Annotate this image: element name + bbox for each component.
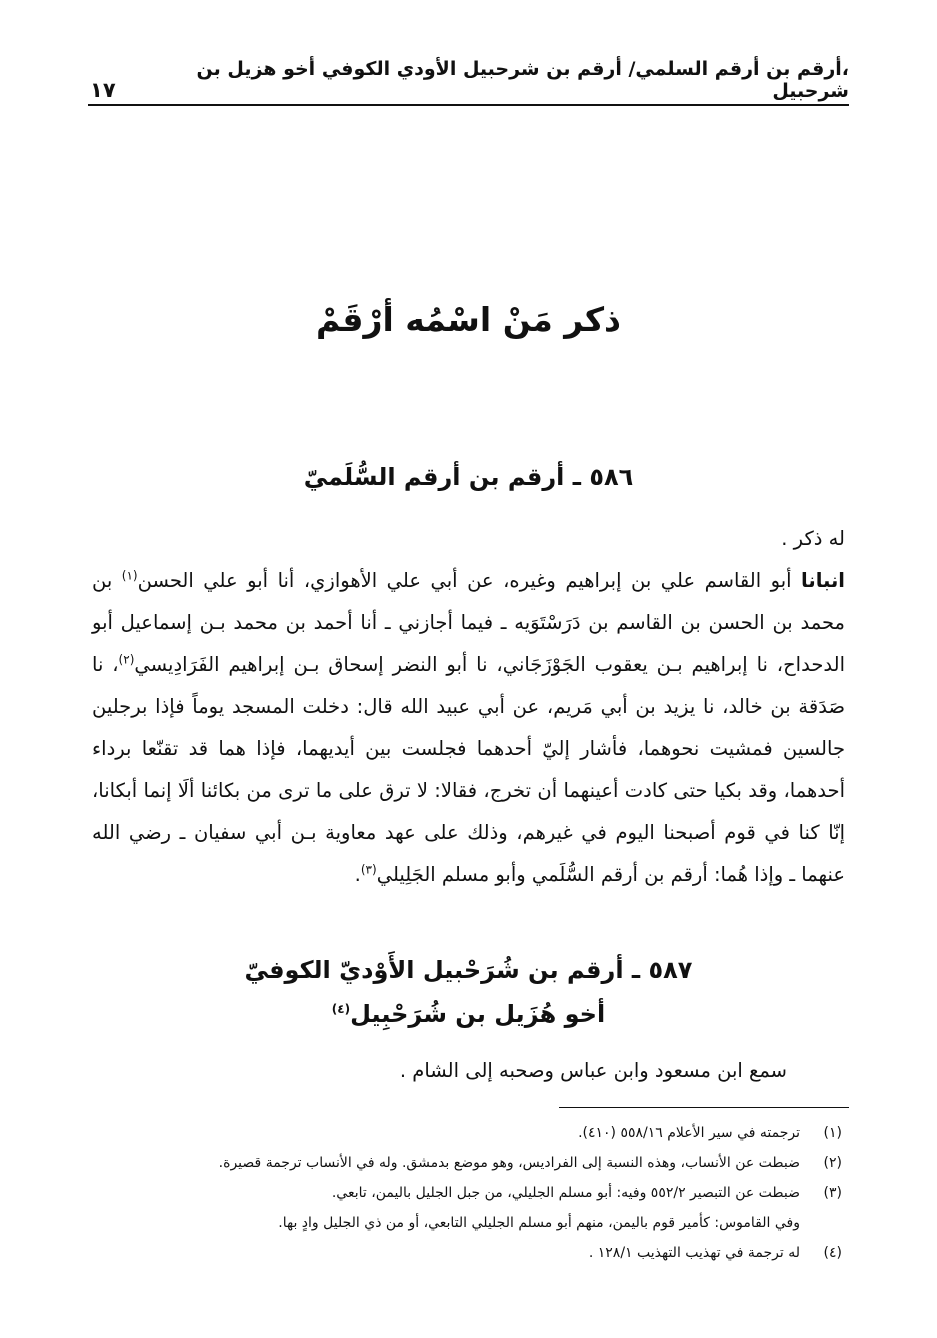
paragraph-end: . xyxy=(354,863,361,886)
footnote-2 xyxy=(88,1148,842,1178)
footnote-4 xyxy=(88,1238,842,1268)
paragraph-part-2: بن محمد بن الحسن بن القاسم بن دَرَسْتَوَيه ـ فيما أجازني ـ أنا أحمد بن محمد بـن إسماعيل أبو الدحداح، نا إبراهيم بـن يعقوب الجَوْزَجَاني، نا أبو النضر إسحاق بـن إبراهيم الفَرَادِيسي xyxy=(92,569,845,676)
header-rule xyxy=(88,104,849,106)
footnote-ref-4[interactable]: (٤) xyxy=(331,1002,351,1016)
footnote-number: (٢) xyxy=(823,1155,842,1171)
paragraph-lead-word: انبانا xyxy=(801,569,845,592)
running-header xyxy=(90,58,849,102)
entry-587-intro: سمع ابن مسعود وابن عباس وصحبه إلى الشام . xyxy=(399,1059,787,1082)
entry-587-heading-line-1: ٥٨٧ ـ أرقم بن شُرَحْبيل الأَوْديّ الكوفيّ xyxy=(244,956,693,984)
entry-587-heading-line-2-text: أخو هُزَيل بن شُرَحْبِيل xyxy=(350,1000,606,1028)
footnote-ref-1[interactable]: (١) xyxy=(121,568,138,583)
entry-586-intro: له ذكر . xyxy=(781,527,845,550)
paragraph-part-3: ، نا صَدَقة بن خالد، نا يزيد بن أبي مَريم، عن أبي عبيد الله قال: دخلت المسجد يوماً فإذا برجلين جالسين فمشيت نحوهما، فأشار إليّ أحدهما فجلست بين أيديهما، فإذا هما قد تقنّعا برداء أحدهما، وقد بكيا حتى كادت أعينهما أن تخرج، فقالا: لا ترق على ما ترى من بكائنا ألَا إنما أبكانا، إنّا كنا في قوم أصبحنا اليوم في غيرهم، وذلك على عهد معاوية بـن أبي سفيان ـ رضي الله عنهما ـ وإذا هُما: أرقم بن أرقم السُّلَمي وأبو مسلم الجَلِيلي xyxy=(92,653,845,886)
running-title: ،أرقم بن أرقم السلمي/ أرقم بن شرحبيل الأودي الكوفي أخو هزيل بن شرحبيل xyxy=(196,58,849,102)
footnote-number: (١) xyxy=(823,1125,842,1141)
entry-587-heading xyxy=(88,948,849,1036)
footnote-text: ترجمته في سير الأعلام ٥٥٨/١٦ (٤١٠). xyxy=(578,1125,800,1141)
footnote-ref-3[interactable]: (٣) xyxy=(360,862,377,877)
section-heading: ذكر مَنْ اسْمُه أرْقَمْ xyxy=(316,300,621,339)
footnote-1 xyxy=(88,1118,842,1148)
footnote-3-continuation: وفي القاموس: كأمير قوم باليمن، منهم أبو مسلم الجليلي التابعي، أو من ذي الجليل وادٍ بها. xyxy=(278,1215,800,1231)
paragraph-part-1: أبو القاسم علي بن إبراهيم وغيره، عن أبي علي الأهوازي، أنا أبو علي الحسن xyxy=(137,569,802,592)
footnote-text: له ترجمة في تهذيب التهذيب ١٢٨/١ . xyxy=(588,1245,800,1261)
footnote-number: (٣) xyxy=(823,1185,842,1201)
entry-587-heading-line-2 xyxy=(88,992,849,1036)
entry-586-heading: ٥٨٦ ـ أرقم بن أرقم السُّلَميّ xyxy=(303,463,634,491)
footnote-text: ضبطت عن التبصير ٥٥٢/٢ وفيه: أبو مسلم الجليلي، من جبل الجليل باليمن، تابعي. xyxy=(331,1185,800,1201)
footnotes xyxy=(88,1118,842,1268)
page-number: ١٧ xyxy=(90,78,116,102)
footnote-number: (٤) xyxy=(823,1245,842,1261)
footnote-text: ضبطت عن الأنساب، وهذه النسبة إلى الفراديس، وهو موضع بدمشق. وله في الأنساب ترجمة قصيرة. xyxy=(218,1155,800,1171)
footnote-rule xyxy=(559,1107,849,1108)
footnote-3 xyxy=(88,1178,842,1208)
entry-586-paragraph xyxy=(92,560,845,896)
footnote-ref-2[interactable]: (٢) xyxy=(118,652,135,667)
